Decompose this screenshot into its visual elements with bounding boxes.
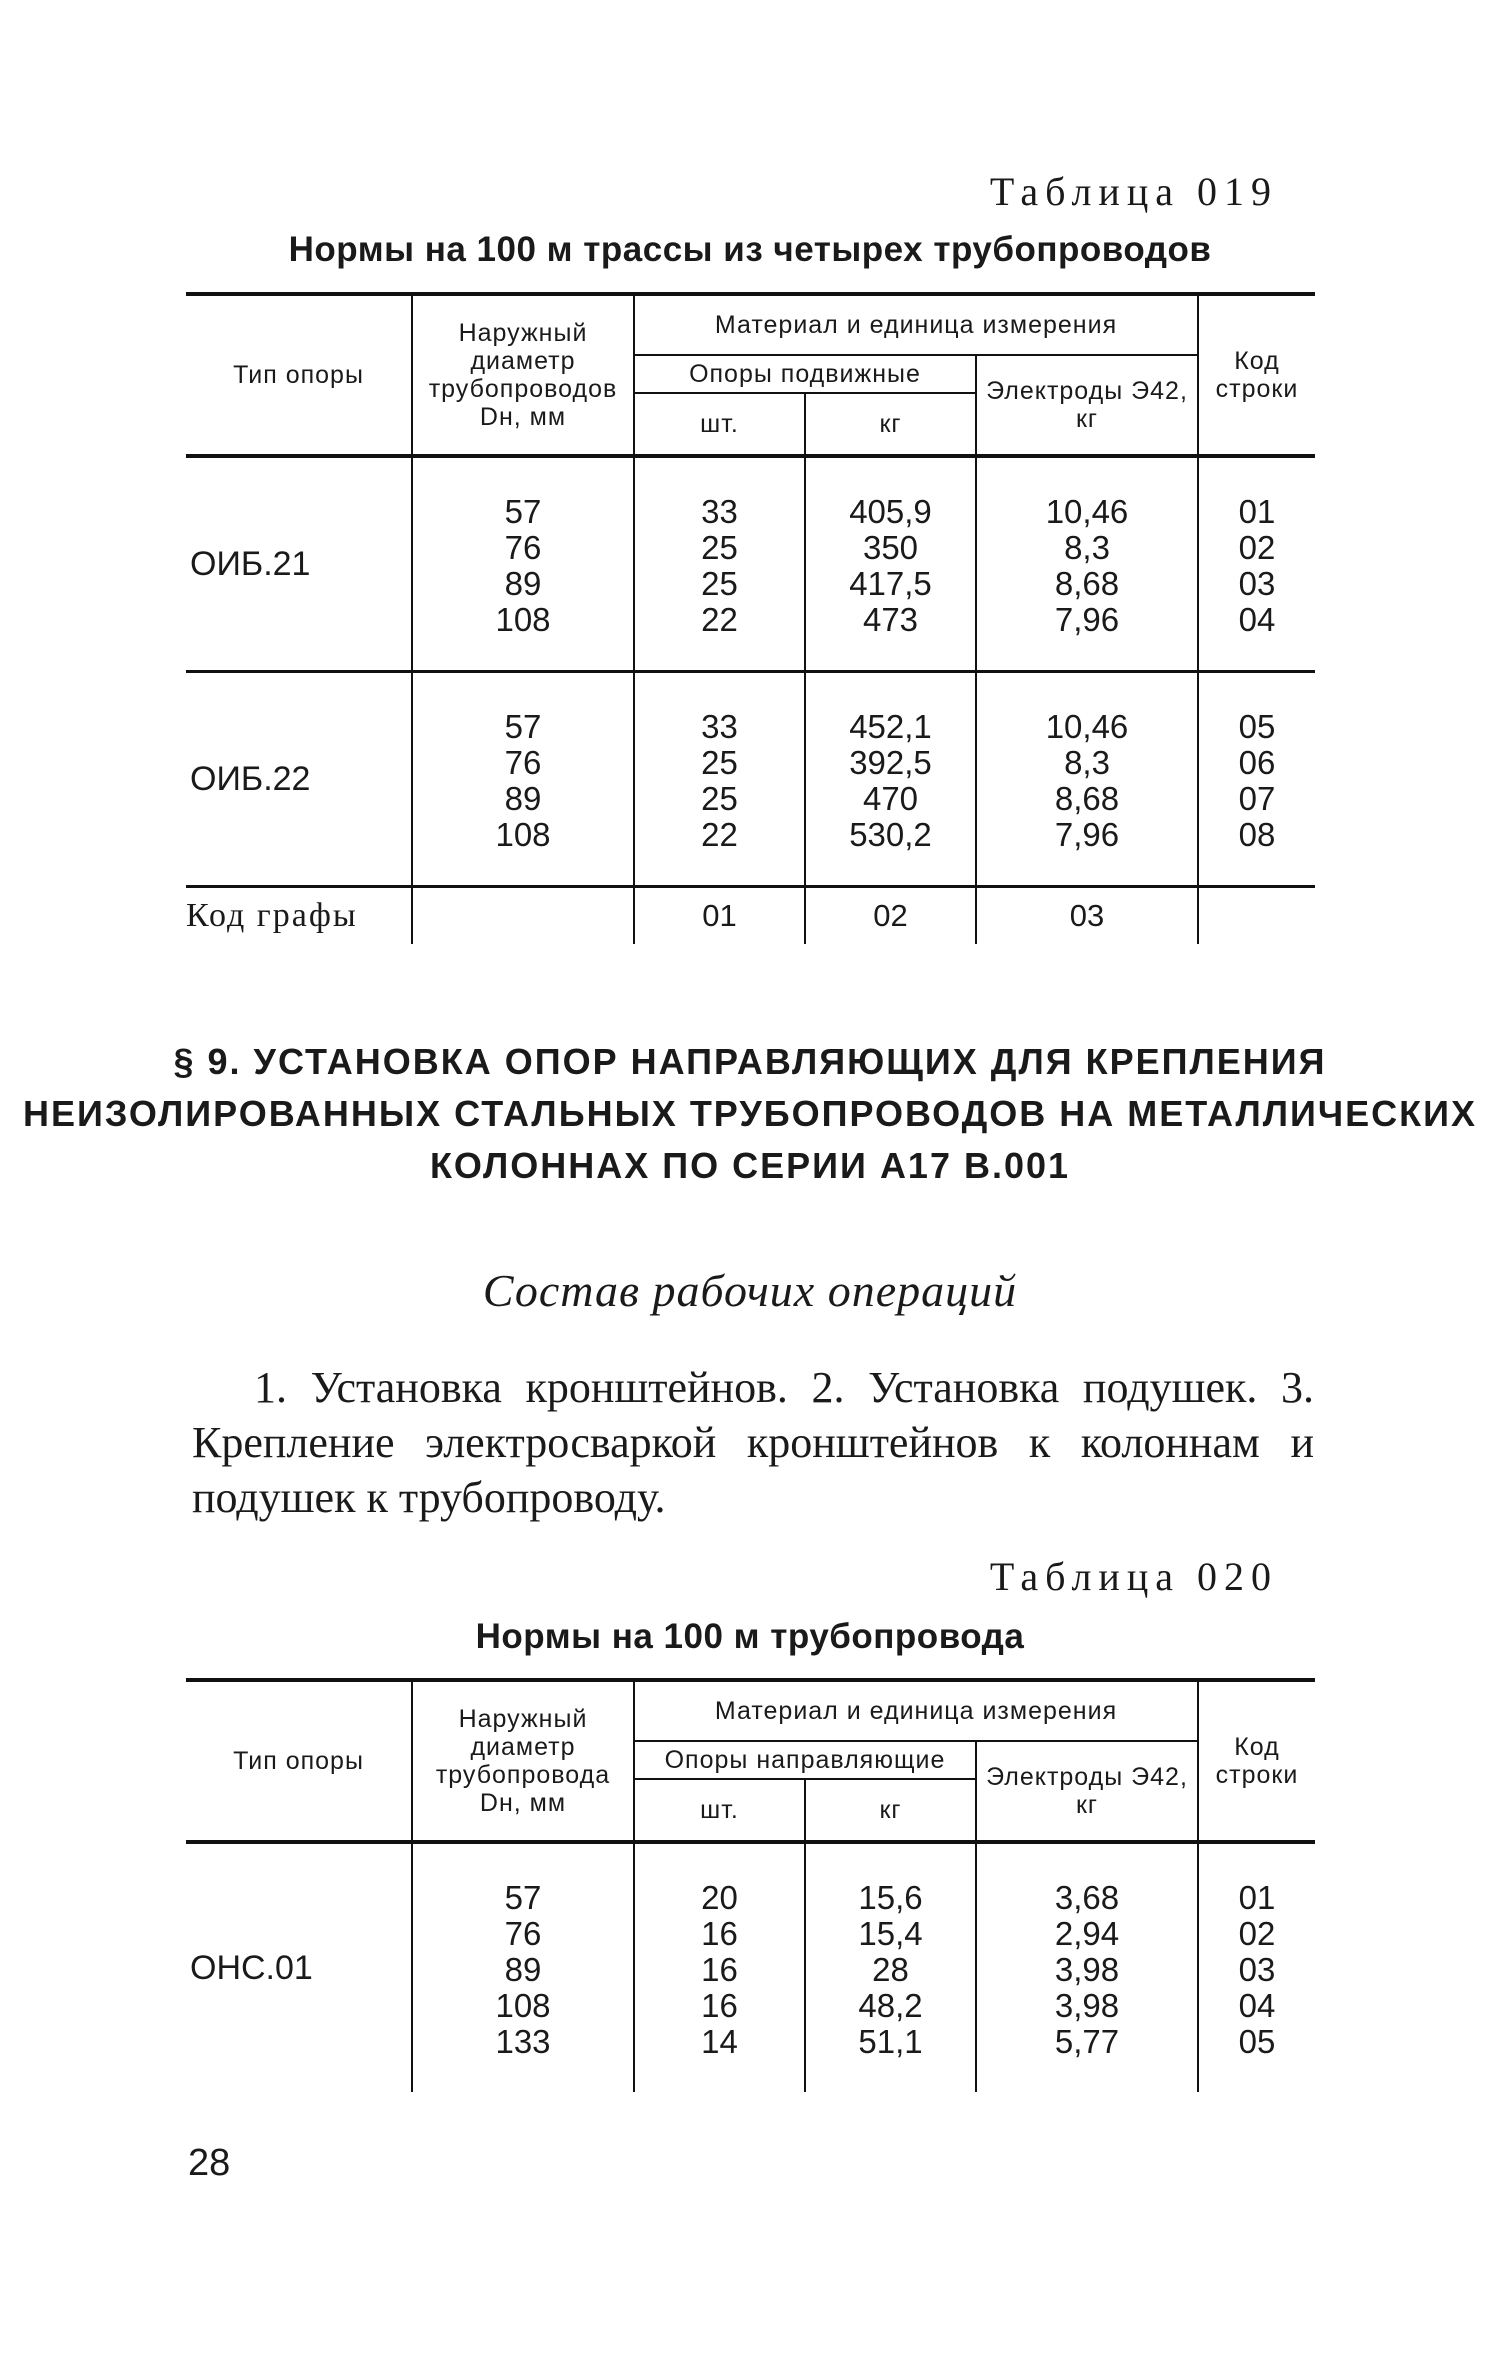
pieces-cell: 33 25 25 22 (634, 456, 805, 672)
diameter-cell: 57 76 89 108 133 (412, 1842, 634, 2092)
kilograms-cell: 15,6 15,4 28 48,2 51,1 (805, 1842, 976, 2092)
graph-code-row (186, 887, 1315, 945)
electrodes-cell: 10,46 8,3 8,68 7,96 (976, 456, 1198, 672)
row-code-cell: 05 06 07 08 (1198, 672, 1315, 887)
pieces-cell: 33 25 25 22 (634, 672, 805, 887)
table-row (186, 672, 1315, 887)
header-outer-diameter: Наружный диаметр трубопроводов Dн, мм (412, 294, 634, 456)
table-020 (186, 1678, 1315, 2092)
graph-code-electrodes: 03 (976, 887, 1198, 945)
electrodes-cell: 3,68 2,94 3,98 3,98 5,77 (976, 1842, 1198, 2092)
table-020-label: Таблица 020 (989, 1554, 1278, 1599)
header-pieces: шт. (634, 393, 805, 456)
kilograms-cell: 452,1 392,5 470 530,2 (805, 672, 976, 887)
row-code-cell: 01 02 03 04 05 (1198, 1842, 1315, 2092)
header-row-code: Код строки (1198, 294, 1315, 456)
table-019 (186, 292, 1315, 944)
row-code-cell: 01 02 03 04 (1198, 456, 1315, 672)
table-020-title: Нормы на 100 м трубопровода (475, 1617, 1025, 1656)
header-guide-supports: Опоры направляющие (634, 1741, 976, 1779)
table-row (186, 1842, 1315, 2092)
page-number: 28 (188, 2142, 231, 2184)
header-electrodes: Электроды Э42, кг (976, 1741, 1198, 1842)
graph-code-empty (412, 887, 634, 945)
graph-code-label: Код графы (186, 897, 358, 934)
pieces-cell: 20 16 16 16 14 (634, 1842, 805, 2092)
operations-paragraph: 1. Установка кронштейнов. 2. Установка подушек. 3. Крепление электросваркой кронштейнов к колоннам и подушек к трубопроводу. (192, 1363, 1314, 1522)
graph-code-pieces: 01 (634, 887, 805, 945)
header-row-code: Код строки (1198, 1680, 1315, 1842)
diameter-cell: 57 76 89 108 (412, 672, 634, 887)
section-heading: § 9. УСТАНОВКА ОПОР НАПРАВЛЯЮЩИХ ДЛЯ КРЕПЛЕНИЯ НЕИЗОЛИРОВАННЫХ СТАЛЬНЫХ ТРУБОПРОВОДОВ НА МЕТАЛЛИЧЕСКИХ КОЛОННАХ ПО СЕРИИ А17 В.001 (22, 1041, 1478, 1186)
operations-subheading: Состав рабочих операций (482, 1265, 1018, 1316)
diameter-cell: 57 76 89 108 (412, 456, 634, 672)
graph-code-kilograms: 02 (805, 887, 976, 945)
header-movable-supports: Опоры подвижные (634, 355, 976, 393)
kilograms-cell: 405,9 350 417,5 473 (805, 456, 976, 672)
header-electrodes: Электроды Э42, кг (976, 355, 1198, 456)
header-pieces: шт. (634, 1779, 805, 1842)
electrodes-cell: 10,46 8,3 8,68 7,96 (976, 672, 1198, 887)
header-kilograms: кг (805, 1779, 976, 1842)
header-outer-diameter: Наружный диаметр трубопровода Dн, мм (412, 1680, 634, 1842)
support-type-cell: ОИБ.22 (186, 672, 412, 887)
support-type-cell: ОИБ.21 (186, 456, 412, 672)
support-type-cell: ОНС.01 (190, 1949, 313, 1987)
table-019-title: Нормы на 100 м трассы из четырех трубопроводов (288, 230, 1212, 269)
header-material-and-unit: Материал и единица измерения (634, 294, 1198, 355)
table-row (186, 456, 1315, 672)
table-019-label: Таблица 019 (989, 169, 1278, 214)
header-support-type: Тип опоры (186, 294, 412, 456)
operations-text (192, 1360, 1314, 1525)
header-kilograms: кг (805, 393, 976, 456)
header-support-type: Тип опоры (186, 1680, 412, 1842)
graph-code-row-code (1198, 887, 1315, 945)
header-material-and-unit: Материал и единица измерения (634, 1680, 1198, 1741)
